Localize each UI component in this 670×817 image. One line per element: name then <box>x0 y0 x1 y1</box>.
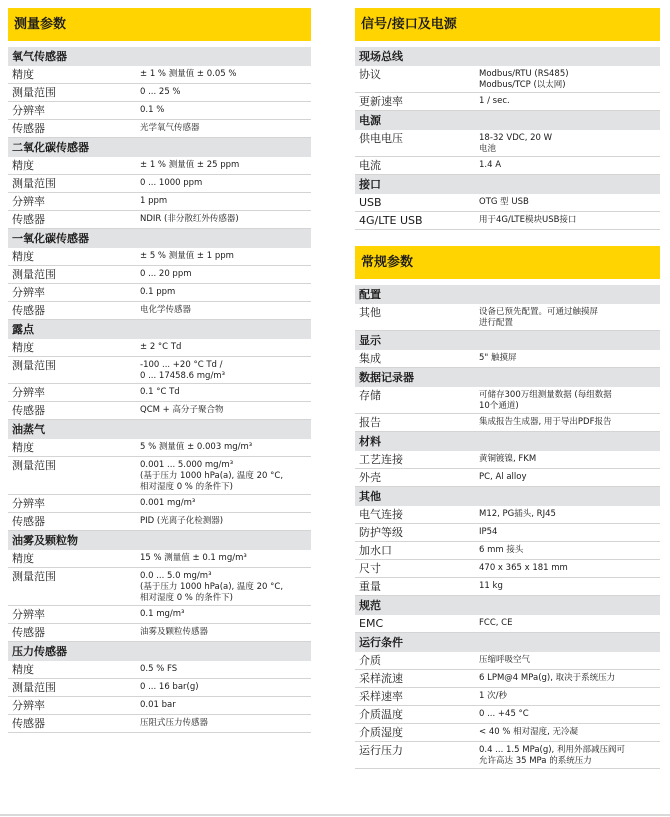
spec-row <box>8 211 311 229</box>
spec-label: 测量范围 <box>12 177 56 190</box>
spec-section <box>355 331 660 368</box>
spec-row <box>8 102 311 120</box>
spec-row <box>355 578 660 596</box>
spec-row <box>8 661 311 679</box>
section-heading: 电源 <box>355 111 660 130</box>
spec-label: 协议 <box>359 68 381 81</box>
spec-value: 0.4 ... 1.5 MPa(g), 利用外部减压阀可 允许高达 35 MPa 的系统压力 <box>479 745 625 766</box>
spec-value: 0.001 mg/m³ <box>140 498 196 508</box>
spec-row <box>355 130 660 157</box>
spec-row <box>355 93 660 111</box>
spec-label: 报告 <box>359 416 381 429</box>
spec-value: PID (光离子化检测器) <box>140 516 224 526</box>
spec-section <box>355 47 660 111</box>
footer-divider <box>0 814 670 816</box>
spec-row <box>355 350 660 368</box>
spec-value: 0.1 % <box>140 105 165 115</box>
spec-value: 470 x 365 x 181 mm <box>479 563 568 573</box>
spec-label: 电流 <box>359 159 381 172</box>
spec-label: 运行压力 <box>359 744 403 757</box>
spec-row <box>8 175 311 193</box>
spec-value: 油雾及颗粒传感器 <box>140 627 209 637</box>
spec-row <box>8 697 311 715</box>
spec-row <box>8 513 311 531</box>
spec-value: 5" 触摸屏 <box>479 353 517 363</box>
spec-row <box>8 66 311 84</box>
spec-label: 分辨率 <box>12 195 45 208</box>
spec-label: 测量范围 <box>12 86 56 99</box>
spec-value: 6 LPM@4 MPa(g), 取决于系统压力 <box>479 673 616 683</box>
spec-label: 分辨率 <box>12 286 45 299</box>
spec-value: IP54 <box>479 527 498 537</box>
spec-row <box>8 302 311 320</box>
spec-value: M12, PG插头, RJ45 <box>479 509 556 519</box>
spec-label: 传感器 <box>12 404 45 417</box>
spec-row <box>355 615 660 633</box>
spec-value: 1 / sec. <box>479 96 510 106</box>
spec-value: 11 kg <box>479 581 503 591</box>
block-title: 信号/接口及电源 <box>355 8 660 41</box>
spec-value: ± 5 % 测量值 ± 1 ppm <box>140 251 234 261</box>
spec-label: 传感器 <box>12 122 45 135</box>
spec-value: 压缩呼吸空气 <box>479 655 531 665</box>
spec-row <box>8 606 311 624</box>
spec-label: 测量范围 <box>12 681 56 694</box>
spec-value: ± 2 °C Td <box>140 342 182 352</box>
spec-row <box>8 248 311 266</box>
spec-label: 测量范围 <box>12 268 56 281</box>
spec-value: FCC, CE <box>479 618 513 628</box>
spec-row <box>355 66 660 93</box>
spec-value: ± 1 % 测量值 ± 25 ppm <box>140 160 240 170</box>
right-column <box>355 8 660 769</box>
spec-row <box>8 120 311 138</box>
spec-row <box>8 568 311 606</box>
section-heading: 其他 <box>355 487 660 506</box>
spec-row <box>8 284 311 302</box>
spec-value: 18-32 VDC, 20 W 电池 <box>479 133 553 154</box>
spec-value: 0 ... +45 °C <box>479 709 529 719</box>
spec-label: 传感器 <box>12 515 45 528</box>
spec-value: 0.0 ... 5.0 mg/m³ (基于压力 1000 hPa(a), 温度 20 °C, 相对湿度 0 % 的条件下) <box>140 571 284 603</box>
spec-row <box>355 724 660 742</box>
spec-row <box>8 495 311 513</box>
spec-label: 测量范围 <box>12 359 56 372</box>
spec-value: 0 ... 16 bar(g) <box>140 682 199 692</box>
spec-value: < 40 % 相对湿度, 无冷凝 <box>479 727 579 737</box>
spec-row <box>355 524 660 542</box>
spec-value: PC, Al alloy <box>479 472 527 482</box>
signal-interface-power-block <box>355 8 660 230</box>
spec-label: 分辨率 <box>12 699 45 712</box>
spec-row <box>355 742 660 769</box>
spec-label: 分辨率 <box>12 608 45 621</box>
spec-value: 0.1 °C Td <box>140 387 180 397</box>
spec-value: 黄铜镀镍, FKM <box>479 454 537 464</box>
spec-value: 6 mm 接头 <box>479 545 524 555</box>
spec-label: 精度 <box>12 552 34 565</box>
spec-label: 介质湿度 <box>359 726 403 739</box>
spec-value: NDIR (非分散红外传感器) <box>140 214 239 224</box>
spec-row <box>355 706 660 724</box>
spec-value: 0.5 % FS <box>140 664 178 674</box>
spec-section <box>8 47 311 138</box>
spec-row <box>355 304 660 331</box>
spec-label: 介质 <box>359 654 381 667</box>
spec-section <box>355 596 660 633</box>
spec-value: 0.001 ... 5.000 mg/m³ (基于压力 1000 hPa(a), 温度 20 °C, 相对湿度 0 % 的条件下) <box>140 460 284 492</box>
spec-value: ± 1 % 测量值 ± 0.05 % <box>140 69 237 79</box>
general-parameters-block <box>355 246 660 769</box>
spec-label: 电气连接 <box>359 508 403 521</box>
spec-label: 其他 <box>359 306 381 319</box>
spec-value: 0 ... 1000 ppm <box>140 178 203 188</box>
spec-row <box>8 402 311 420</box>
spec-label: 传感器 <box>12 213 45 226</box>
spec-label: 更新速率 <box>359 95 403 108</box>
spec-label: 采样流速 <box>359 672 403 685</box>
section-heading: 油雾及颗粒物 <box>8 531 311 550</box>
spec-label: 集成 <box>359 352 381 365</box>
spec-value: 0.1 mg/m³ <box>140 609 185 619</box>
section-heading: 油蒸气 <box>8 420 311 439</box>
spec-row <box>8 266 311 284</box>
spec-section <box>8 531 311 642</box>
section-heading: 运行条件 <box>355 633 660 652</box>
spec-section <box>8 138 311 229</box>
spec-row <box>8 457 311 495</box>
spec-value: 1 次/秒 <box>479 691 507 701</box>
spec-label: 传感器 <box>12 304 45 317</box>
spec-label: 供电电压 <box>359 132 403 145</box>
section-heading: 露点 <box>8 320 311 339</box>
spec-row <box>8 157 311 175</box>
section-heading: 规范 <box>355 596 660 615</box>
spec-label: 采样速率 <box>359 690 403 703</box>
spec-value: 可储存300万组测量数据 (每组数据 10个通道) <box>479 390 612 411</box>
spec-section <box>355 368 660 432</box>
spec-label: 分辨率 <box>12 386 45 399</box>
spec-row <box>8 193 311 211</box>
left-column <box>8 8 311 733</box>
spec-section <box>8 229 311 320</box>
spec-label: 4G/LTE USB <box>359 214 423 227</box>
spec-value: 压阻式压力传感器 <box>140 718 209 728</box>
spec-value: Modbus/RTU (RS485) Modbus/TCP (以太网) <box>479 69 569 90</box>
spec-value: 1.4 A <box>479 160 502 170</box>
spec-value: 光学氧气传感器 <box>140 123 200 133</box>
section-heading: 现场总线 <box>355 47 660 66</box>
spec-label: 精度 <box>12 341 34 354</box>
spec-label: 传感器 <box>12 717 45 730</box>
spec-value: 0.01 bar <box>140 700 176 710</box>
section-heading: 显示 <box>355 331 660 350</box>
spec-row <box>355 414 660 432</box>
spec-section <box>355 175 660 230</box>
spec-label: 精度 <box>12 159 34 172</box>
spec-row <box>355 560 660 578</box>
section-heading: 数据记录器 <box>355 368 660 387</box>
spec-row <box>8 439 311 457</box>
spec-label: EMC <box>359 617 384 630</box>
spec-label: USB <box>359 196 382 209</box>
spec-section <box>355 432 660 487</box>
spec-row <box>355 194 660 212</box>
spec-value: 1 ppm <box>140 196 168 206</box>
spec-label: 精度 <box>12 68 34 81</box>
spec-section <box>355 487 660 596</box>
section-heading: 接口 <box>355 175 660 194</box>
spec-section <box>8 320 311 420</box>
spec-value: 0.1 ppm <box>140 287 176 297</box>
spec-row <box>8 715 311 733</box>
spec-row <box>355 652 660 670</box>
section-heading: 材料 <box>355 432 660 451</box>
section-heading: 二氧化碳传感器 <box>8 138 311 157</box>
spec-section <box>8 420 311 531</box>
spec-value: 集成报告生成器, 用于导出PDF报告 <box>479 417 612 427</box>
spec-row <box>8 550 311 568</box>
spec-section <box>355 285 660 331</box>
spec-section <box>355 111 660 175</box>
spec-row <box>355 469 660 487</box>
spec-label: 精度 <box>12 250 34 263</box>
spec-label: 分辨率 <box>12 497 45 510</box>
spec-row <box>355 157 660 175</box>
spec-section <box>355 633 660 769</box>
section-heading: 配置 <box>355 285 660 304</box>
spec-value: -100 ... +20 °C Td / 0 ... 17458.6 mg/m³ <box>140 360 225 381</box>
spec-label: 工艺连接 <box>359 453 403 466</box>
spec-section <box>8 642 311 733</box>
spec-row <box>8 624 311 642</box>
spec-row <box>355 212 660 230</box>
spec-label: 测量范围 <box>12 459 56 472</box>
spec-label: 精度 <box>12 663 34 676</box>
spec-value: 用于4G/LTE模块USB接口 <box>479 215 577 225</box>
spec-row <box>355 506 660 524</box>
spec-label: 存储 <box>359 389 381 402</box>
spec-value: 0 ... 20 ppm <box>140 269 192 279</box>
section-heading: 压力传感器 <box>8 642 311 661</box>
spec-label: 分辨率 <box>12 104 45 117</box>
spec-row <box>8 384 311 402</box>
spec-value: 5 % 测量值 ± 0.003 mg/m³ <box>140 442 253 452</box>
spec-label: 加水口 <box>359 544 392 557</box>
block-title: 测量参数 <box>8 8 311 41</box>
spec-row <box>8 679 311 697</box>
spec-row <box>8 84 311 102</box>
spec-value: OTG 型 USB <box>479 197 529 207</box>
spec-label: 传感器 <box>12 626 45 639</box>
spec-label: 外壳 <box>359 471 381 484</box>
spec-value: QCM + 高分子聚合物 <box>140 405 224 415</box>
spec-row <box>355 542 660 560</box>
spec-label: 尺寸 <box>359 562 381 575</box>
spec-label: 防护等级 <box>359 526 403 539</box>
spec-label: 介质温度 <box>359 708 403 721</box>
spec-label: 精度 <box>12 441 34 454</box>
spec-value: 设备已预先配置。可通过触摸屏 进行配置 <box>479 307 599 328</box>
spec-row <box>8 339 311 357</box>
section-heading: 氧气传感器 <box>8 47 311 66</box>
spec-value: 15 % 测量值 ± 0.1 mg/m³ <box>140 553 247 563</box>
spec-label: 重量 <box>359 580 381 593</box>
spec-row <box>8 357 311 384</box>
spec-row <box>355 451 660 469</box>
spec-row <box>355 670 660 688</box>
spec-row <box>355 688 660 706</box>
spec-label: 测量范围 <box>12 570 56 583</box>
spec-row <box>355 387 660 414</box>
section-heading: 一氧化碳传感器 <box>8 229 311 248</box>
spec-value: 0 ... 25 % <box>140 87 181 97</box>
measurement-parameters-block <box>8 8 311 733</box>
spec-value: 电化学传感器 <box>140 305 192 315</box>
block-title: 常规参数 <box>355 246 660 279</box>
